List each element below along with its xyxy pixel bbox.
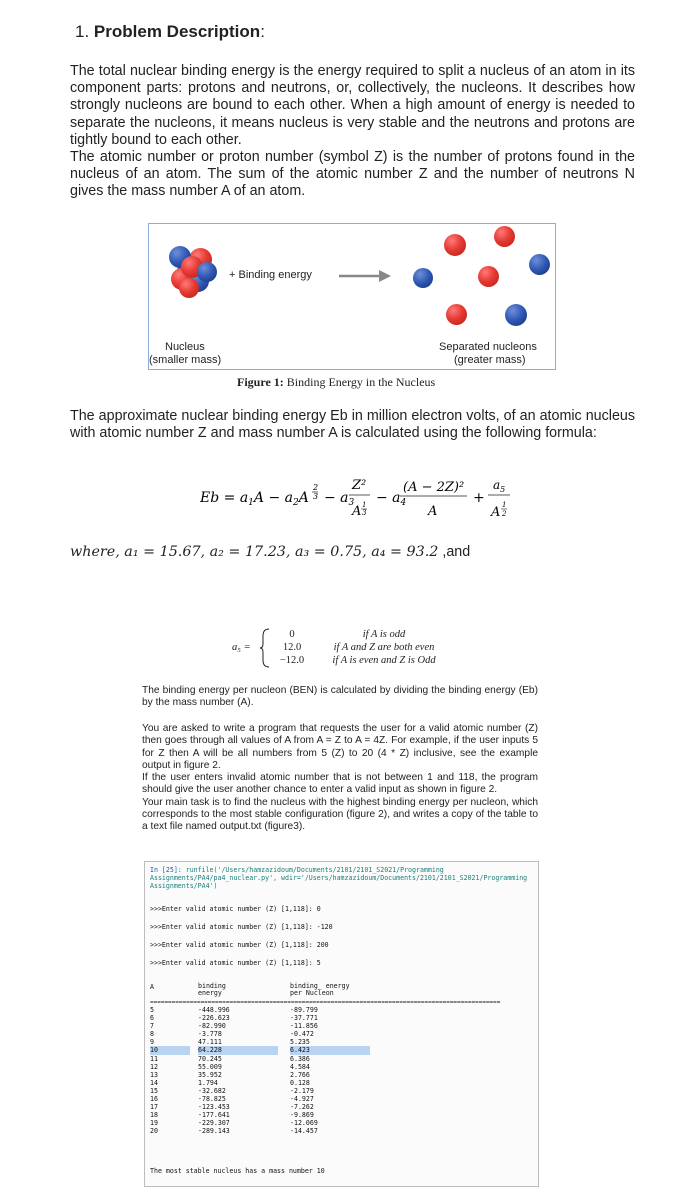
a5-condition-odd: if A is odd [362,629,406,640]
console-command-text: runfile('/Users/hamzazidoum/Documents/2101/2101_S2021/Programming Assignments/PA4/pa4_nuclear.py', wdir='/Users/hamzazidoum/Documents/2101/2101_S2021/Programming Assignments/PA4') [150,866,528,890]
table-cell-be: 64.228 [198,1046,278,1054]
table-cell-a: 14 [150,1078,158,1087]
table-cell-a: 13 [150,1070,158,1079]
table-cell-ben: -14.457 [290,1127,318,1136]
coefficients-values: where, a₁ = 15.67, a₂ = 17.23, a₃ = 0.75, a₄ = 93.2 [70,544,439,560]
a5-lhs: a₅ = [232,642,251,653]
nucleus-label: Nucleus [165,341,205,353]
separated-sublabel: (greater mass) [454,354,526,366]
task-description [142,723,538,834]
svg-text:Eb = a1A − a2A: $Eb = a_1A - a_2A$ [200,490,309,508]
table-cell-ben: -89.799 [290,1006,318,1014]
intro-text [70,63,635,201]
table-cell-ben: 2.766 [290,1070,310,1079]
table-cell-a: 20 [150,1127,158,1136]
intro-paragraph-2: The atomic number or proton number (symbol Z) is the number of protons found in the nucleus of an atom. The sum of the atomic number Z and the number of neutrons N gives the mass number A of an atom. [70,149,635,200]
a5-value-even-odd: −12.0 [279,655,305,666]
column-ben [290,1006,370,1136]
svg-text:1: 1 [362,501,367,509]
table-cell-a: 8 [150,1030,154,1039]
table-cell-be: -82.990 [198,1022,226,1031]
ben-paragraph: The binding energy per nucleon (BEN) is calculated by dividing the binding energy (Eb) by the mass number (A). [142,685,538,709]
console-output [144,861,539,1187]
svg-text:A: A [491,505,501,520]
header-be-line2: energy [198,989,222,997]
console-prompt: >>>Enter valid atomic number (Z) [1,118]: 0 [150,905,321,913]
table-cell-a: 18 [150,1111,158,1120]
table-cell-be: -3.778 [198,1030,222,1039]
console-input-prefix: In [25]: [150,866,182,874]
figure-caption [237,375,435,390]
table-cell-ben: -0.472 [290,1030,314,1039]
table-cell-ben: -9.869 [290,1111,314,1120]
svg-text:1: 1 [502,501,507,509]
header-ben [290,983,350,997]
table-cell-a: 17 [150,1103,158,1112]
table-cell-be: 47.111 [198,1038,222,1047]
svg-text:− a4: − $a_4$ [376,490,407,508]
table-cell-a: 9 [150,1038,154,1047]
table-cell-be: -289.143 [198,1127,230,1136]
a5-condition-even-even: if A and Z are both even [333,642,435,653]
heading-colon: : [260,22,265,41]
svg-text:− a3: − $a_3$ [324,490,355,508]
table-cell-be: -226.623 [198,1014,230,1023]
a5-value-odd: 0 [289,629,295,640]
table-cell-a: 19 [150,1119,158,1128]
table-cell-ben: -12.069 [290,1119,318,1128]
table-cell-ben: 4.584 [290,1062,310,1071]
console-command [150,866,530,890]
table-cell-a: 12 [150,1062,158,1071]
header-ben-line1: binding_ energy [290,982,350,990]
table-cell-ben: -4.927 [290,1095,314,1104]
table-cell-ben: -2.179 [290,1086,314,1095]
table-cell-ben: -11.856 [290,1022,318,1031]
table-cell-be: -32.682 [198,1086,226,1095]
table-cell-be: -78.825 [198,1095,226,1104]
table-cell-a: 10 [150,1046,190,1054]
table-cell-be: -448.996 [198,1006,230,1014]
table-cell-a: 16 [150,1095,158,1104]
table-cell-a: 11 [150,1054,158,1063]
table-cell-a: 15 [150,1086,158,1095]
table-cell-a: 5 [150,1006,154,1014]
svg-text:3: 3 [362,509,367,517]
table-cell-be: 35.952 [198,1070,222,1079]
table-cell-be: -177.641 [198,1111,230,1120]
table-cell-ben: -37.771 [290,1014,318,1023]
table-cell-a: 6 [150,1014,154,1023]
caption-text: Binding Energy in the Nucleus [283,375,436,389]
header-be-line1: binding [198,982,226,990]
svg-text:Z²: Z² [352,478,367,493]
table-cell-be: 55.009 [198,1062,222,1071]
caption-label: Figure 1: [237,375,284,389]
formula-intro: The approximate nuclear binding energy Eb in million electron volts, of an atomic nucleus with atomic number Z and mass number A is calculated using the following formula: [70,408,635,442]
table-cell-ben: 5.235 [290,1038,310,1047]
svg-text:A: A [428,504,438,519]
table-cell-a: 7 [150,1022,154,1031]
table-cell-ben: 6.386 [290,1054,310,1063]
task-paragraph-2: If the user enters invalid atomic number that is not between 1 and 118, the program should give the user another chance to enter a valid input as shown in figure 2. [142,772,538,796]
binding-energy-figure [148,223,556,370]
section-heading [75,22,265,42]
svg-text:2: 2 [502,510,507,518]
table-cell-be: -229.307 [198,1119,230,1128]
column-a [150,1006,190,1136]
svg-text:2: 2 [313,483,319,492]
table-cell-ben: 0.128 [290,1078,310,1087]
arrow-right-icon [339,268,391,284]
binding-energy-label: + Binding energy [229,269,312,281]
console-prompt: >>>Enter valid atomic number (Z) [1,118]: 5 [150,959,321,967]
task-paragraph-1: You are asked to write a program that requests the user for a valid atomic number (Z) then goes through all values of A from A = Z to A = 4Z. For example, if the user inputs 5 for Z then A will be all numbers from 5 (Z) to 20 (4 * Z) inclusive, see the example output in figure 2. [142,723,538,771]
a5-condition-even-odd: if A is even and Z is Odd [332,655,436,666]
coefficients-suffix: ,and [438,544,471,560]
table-cell-ben: -7.262 [290,1103,314,1112]
svg-text:a5: $a_5$ [493,478,506,494]
coefficients-line [70,544,470,560]
intro-paragraph-1: The total nuclear binding energy is the energy required to split a nucleus of an atom in its component parts: protons and neutrons, or, collectively, the nucleons. It describes how strongly nucleons are bound to each other. When a high amount of energy is needed to separate the nucleons, it means nucleus is very stable and the neutrons and protons are tightly bound to each other. [70,63,635,148]
a5-value-even-even: 12.0 [282,642,302,653]
header-binding-energy [198,983,226,997]
header-ben-line2: per Nucleon [290,989,334,997]
svg-text:(A − 2Z)²: (A − 2Z)² [403,480,465,495]
table-cell-ben: 6.423 [290,1046,370,1054]
table-cell-be: -123.453 [198,1103,230,1112]
task-paragraph-3: Your main task is to find the nucleus with the highest binding energy per nucleon, which corresponds to the most stable configuration (figure 2), and writes a copy of the table to a text file named output.txt (figure3). [142,796,538,833]
table-divider: ================================================================================================= [150,999,501,1006]
left-brace-icon [260,628,270,668]
svg-text:A: A [352,504,362,519]
svg-text:+: + [473,490,485,506]
column-binding-energy [198,1006,278,1136]
heading-number: 1. [75,22,90,41]
console-prompt: >>>Enter valid atomic number (Z) [1,118]: 200 [150,941,329,949]
heading-title: Problem Description [93,22,261,41]
console-prompt: >>>Enter valid atomic number (Z) [1,118]: -120 [150,923,333,931]
svg-text:3: 3 [313,492,319,501]
table-cell-be: 70.245 [198,1054,222,1063]
binding-energy-formula [200,472,520,532]
table-cell-be: 1.794 [198,1078,218,1087]
nucleus-sublabel: (smaller mass) [149,354,222,366]
separated-label: Separated nucleons [439,341,537,353]
console-footer: The most stable nucleus has a mass number 10 [150,1167,325,1175]
header-a: A [150,983,154,991]
